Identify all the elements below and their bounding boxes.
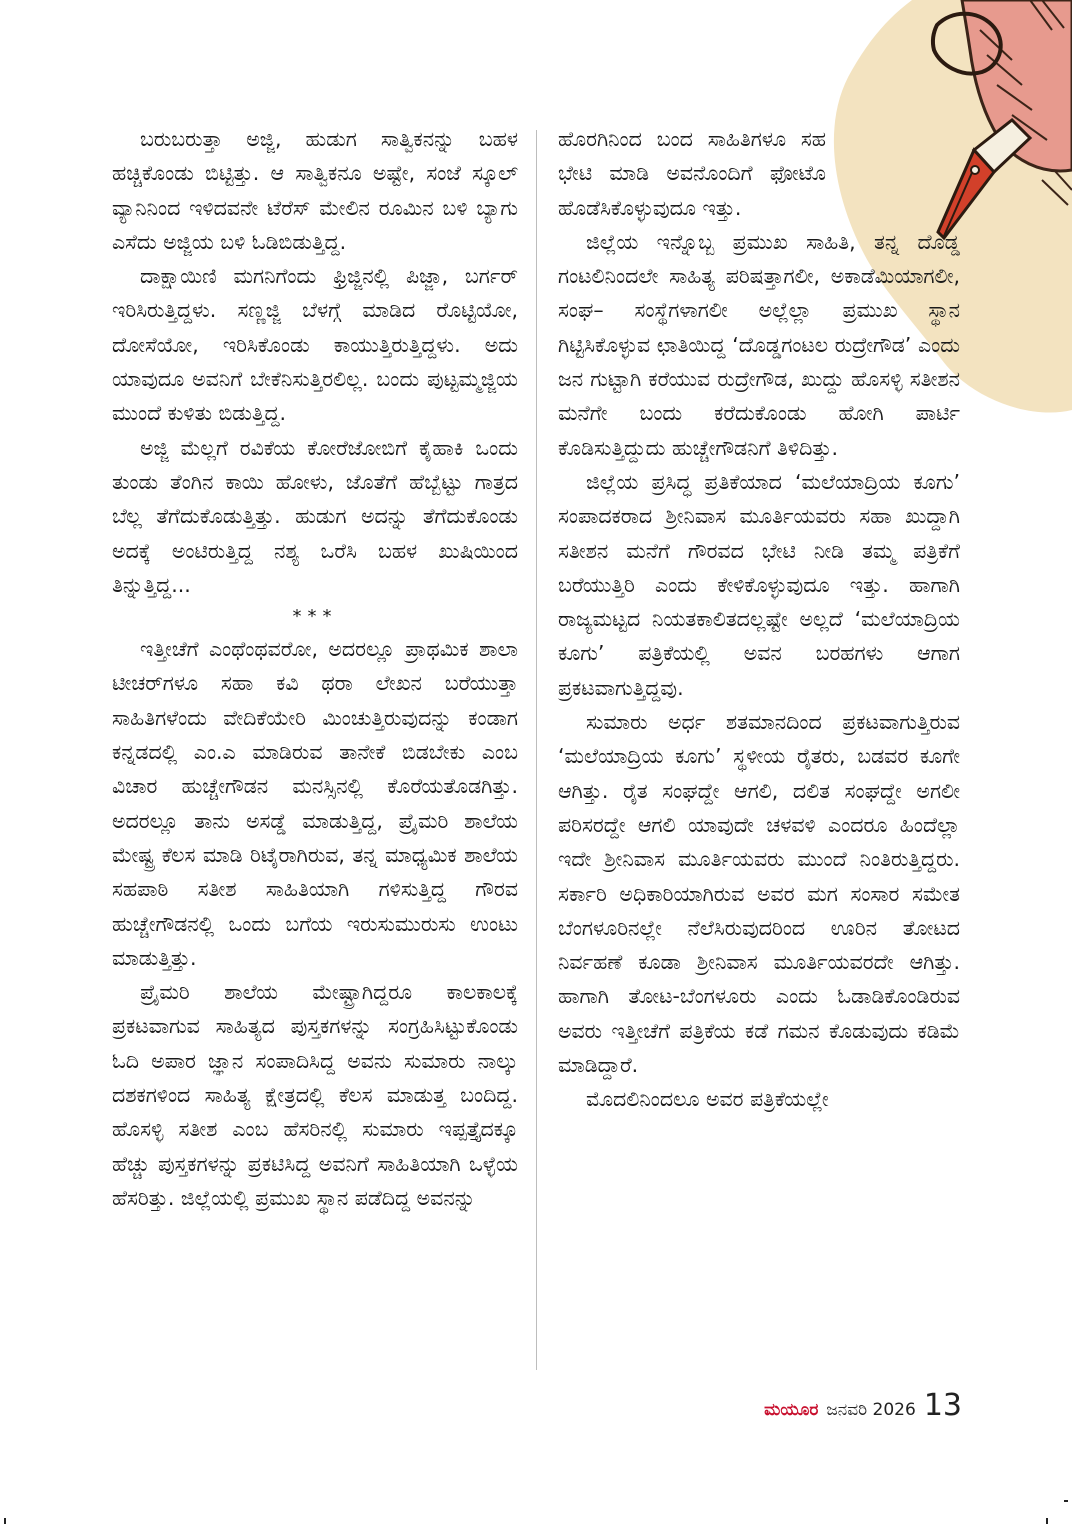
page-footer xyxy=(764,1388,962,1423)
right-paragraph-4: ಮೊದಲಿನಿಂದಲೂ ಅವರ ಪತ್ರಿಕೆಯಲ್ಲೇ xyxy=(586,1087,829,1112)
right-paragraph-3: ಸುಮಾರು ಅರ್ಧ ಶತಮಾನದಿಂದ ಪ್ರಕಟವಾಗುತ್ತಿರುವ ‘ಮಲೆಯಾದ್ರಿಯ ಕೂಗು’ ಸ್ಥಳೀಯ ರೈತರು, ಬಡವರ ಕೂಗೇ ಆಗಿತ್ತು. ರೈತ ಸಂಘದ್ದೇ ಆಗಲಿ, ದಲಿತ ಸಂಘದ್ದೇ ಅಗಲೀ ಪರಿಸರದ್ದೇ ಆಗಲಿ ಯಾವುದೇ ಚಳವಳಿ ಎಂದರೂ ಹಿಂದೆಲ್ಲಾ ಇದೇ ಶ್ರೀನಿವಾಸ ಮೂರ್ತಿಯವರು ಮುಂದೆ ನಿಂತಿರುತ್ತಿದ್ದರು. ಸರ್ಕಾರಿ ಅಧಿಕಾರಿಯಾಗಿರುವ ಅವರ ಮಗ ಸಂಸಾರ ಸಮೇತ ಬೆಂಗಳೂರಿನಲ್ಲೇ ನೆಲೆಸಿರುವುದರಿಂದ ಊರಿನ ತೋಟದ ನಿರ್ವಹಣೆ ಕೂಡಾ ಶ್ರೀನಿವಾಸ ಮೂರ್ತಿಯವರದೇ ಆಗಿತ್ತು. ಹಾಗಾಗಿ ತೋಟ-ಬೆಂಗಳೂರು ಎಂದು ಓಡಾಡಿಕೊಂಡಿರುವ ಅವರು ಇತ್ತೀಚೆಗೆ ಪತ್ರಿಕೆಯ ಕಡೆ ಗಮನ ಕೊಡುವುದು ಕಡಿಮೆ ಮಾಡಿದ್ದಾರೆ. xyxy=(558,710,960,1078)
left-paragraph-3: ಅಜ್ಜಿ ಮೆಲ್ಲಗೆ ರವಿಕೆಯ ಕೋರೆಜೋಬಿಗೆ ಕೈಹಾಕಿ ಒಂದು ತುಂಡು ತೆಂಗಿನ ಕಾಯಿ ಹೋಳು, ಜೊತೆಗೆ ಹೆಬ್ಬೆಟ್ಟು ಗಾತ್ರದ ಬೆಲ್ಲ ತೆಗೆದುಕೊಡುತ್ತಿತ್ತು. ಹುಡುಗ ಅದನ್ನು ತೆಗೆದುಕೊಂಡು ಅದಕ್ಕೆ ಅಂಟಿರುತ್ತಿದ್ದ ನಶ್ಯ ಒರೆಸಿ ಬಹಳ ಖುಷಿಯಿಂದ ತಿನ್ನುತ್ತಿದ್ದ... xyxy=(112,435,518,597)
page-number: 13 xyxy=(923,1388,962,1423)
crop-mark-left xyxy=(4,1518,6,1524)
column-divider xyxy=(536,130,537,1370)
right-lead-paragraph: ಹೊರಗಿನಿಂದ ಬಂದ ಸಾಹಿತಿಗಳೂ ಸಹ ಭೇಟಿ ಮಾಡಿ ಅವನೊಂದಿಗೆ ಫೋಟೊ ಹೊಡೆಸಿಕೊಳ್ಳುವುದೂ ಇತ್ತು. xyxy=(558,127,826,220)
left-paragraph-5: ಪ್ರೈಮರಿ ಶಾಲೆಯ ಮೇಷ್ಟ್ರಾಗಿದ್ದರೂ ಕಾಲಕಾಲಕ್ಕೆ ಪ್ರಕಟವಾಗುವ ಸಾಹಿತ್ಯದ ಪುಸ್ತಕಗಳನ್ನು ಸಂಗ್ರಹಿಸಿಟ್ಟುಕೊಂಡು ಓದಿ ಅಪಾರ ಜ್ಞಾನ ಸಂಪಾದಿಸಿದ್ದ ಅವನು ಸುಮಾರು ನಾಲ್ಕು ದಶಕಗಳಿಂದ ಸಾಹಿತ್ಯ ಕ್ಷೇತ್ರದಲ್ಲಿ ಕೆಲಸ ಮಾಡುತ್ತ ಬಂದಿದ್ದ. ಹೊಸಳ್ಳಿ ಸತೀಶ ಎಂಬ ಹೆಸರಿನಲ್ಲಿ ಸುಮಾರು ಇಪ್ಪತ್ತೈದಕ್ಕೂ ಹೆಚ್ಚು ಪುಸ್ತಕಗಳನ್ನು ಪ್ರಕಟಿಸಿದ್ದ ಅವನಿಗೆ ಸಾಹಿತಿಯಾಗಿ ಒಳ್ಳೆಯ ಹೆಸರಿತ್ತು. ಜಿಲ್ಲೆಯಲ್ಲಿ ಪ್ರಮುಖ ಸ್ಥಾನ ಪಡೆದಿದ್ದ ಅವನನ್ನು xyxy=(112,980,518,1210)
right-paragraph-1: ಜಿಲ್ಲೆಯ ಇನ್ನೊಬ್ಬ ಪ್ರಮುಖ ಸಾಹಿತಿ, ತನ್ನ ದೊಡ್ಡ ಗಂಟಲಿನಿಂದಲೇ ಸಾಹಿತ್ಯ ಪರಿಷತ್ತಾಗಲೀ, ಅಕಾಡೆಮಿಯಾಗಲೀ, ಸಂಘ– ಸಂಸ್ಥೆಗಳಾಗಲೀ ಅಲ್ಲೆಲ್ಲಾ ಪ್ರಮುಖ ಸ್ಥಾನ ಗಿಟ್ಟಿಸಿಕೊಳ್ಳುವ ಛಾತಿಯಿದ್ದ ‘ದೊಡ್ಡಗಂಟಲ ರುದ್ರೇಗೌಡ’ ಎಂದು ಜನ ಗುಟ್ಟಾಗಿ ಕರೆಯುವ ರುದ್ರೇಗೌಡ, ಖುದ್ದು ಹೊಸಳ್ಳಿ ಸತೀಶನ ಮನೆಗೇ ಬಂದು ಕರೆದುಕೊಂಡು ಹೋಗಿ ಪಾರ್ಟಿ ಕೊಡಿಸುತ್ತಿದ್ದುದು ಹುಚ್ಚೇಗೌಡನಿಗೆ ತಿಳಿದಿತ್ತು. xyxy=(558,229,960,460)
crop-mark-right xyxy=(1064,1500,1068,1502)
issue-date: ಜನವರಿ 2026 xyxy=(826,1400,916,1420)
right-paragraph-2: ಜಿಲ್ಲೆಯ ಪ್ರಸಿದ್ಧ ಪ್ರತಿಕೆಯಾದ ‘ಮಲೆಯಾದ್ರಿಯ ಕೂಗು’ ಸಂಪಾದಕರಾದ ಶ್ರೀನಿವಾಸ ಮೂರ್ತಿಯವರು ಸಹಾ ಖುದ್ದಾಗಿ ಸತೀಶನ ಮನೆಗೆ ಗೌರವದ ಭೇಟಿ ನೀಡಿ ತಮ್ಮ ಪತ್ರಿಕೆಗೆ ಬರೆಯುತ್ತಿರಿ ಎಂದು ಕೇಳಿಕೊಳ್ಳುವುದೂ ಇತ್ತು. ಹಾಗಾಗಿ ರಾಜ್ಯಮಟ್ಟದ ನಿಯತಕಾಲಿತದಲ್ಲಷ್ಟೇ ಅಲ್ಲದೆ ‘ಮಲೆಯಾದ್ರಿಯ ಕೂಗು’ ಪತ್ರಿಕೆಯಲ್ಲಿ ಅವನ ಬರಹಗಳು ಆಗಾಗ ಪ್ರಕಟವಾಗುತ್ತಿದ್ದವು. xyxy=(558,469,960,700)
left-paragraph-2: ದಾಕ್ಷಾಯಿಣಿ ಮಗನಿಗೆಂದು ಫ್ರಿಜ್ಜಿನಲ್ಲಿ ಪಿಜ್ಜಾ, ಬರ್ಗರ್ ಇರಿಸಿರುತ್ತಿದ್ದಳು. ಸಣ್ಣಜ್ಜಿ ಬೆಳಗ್ಗೆ ಮಾಡಿದ ರೊಟ್ಟಿಯೋ, ದೋಸೆಯೋ, ಇರಿಸಿಕೊಂಡು ಕಾಯುತ್ತಿರುತ್ತಿದ್ದಳು. ಅದು ಯಾವುದೂ ಅವನಿಗೆ ಬೇಕೆನಿಸುತ್ತಿರಲಿಲ್ಲ. ಬಂದು ಪುಟ್ಟಮ್ಮಜ್ಜಿಯ ಮುಂದೆ ಕುಳಿತು ಬಿಡುತ್ತಿದ್ದ. xyxy=(112,264,518,426)
crop-mark-bottom-right xyxy=(1046,1518,1048,1524)
nib-hole xyxy=(971,166,979,174)
left-column xyxy=(112,122,518,1215)
left-paragraph-1: ಬರುಬರುತ್ತಾ ಅಜ್ಜಿ, ಹುಡುಗ ಸಾತ್ವಿಕನನ್ನು ಬಹಳ ಹಚ್ಚಿಕೊಂಡು ಬಿಟ್ಟಿತ್ತು. ಆ ಸಾತ್ವಿಕನೂ ಅಷ್ಟೇ, ಸಂಜೆ ಸ್ಕೂಲ್ ವ್ಯಾನಿನಿಂದ ಇಳಿದವನೇ ಟೆರೆಸ್ ಮೇಲಿನ ರೂಮಿನ ಬಳಿ ಬ್ಯಾಗು ಎಸೆದು ಅಜ್ಜಿಯ ಬಳಿ ಓಡಿಬಿಡುತ್ತಿದ್ದ. xyxy=(112,127,518,254)
section-separator: *** xyxy=(292,606,338,628)
right-column xyxy=(558,122,960,1117)
left-paragraph-4: ಇತ್ತೀಚೆಗೆ ಎಂಥೆಂಥವರೋ, ಅದರಲ್ಲೂ ಪ್ರಾಥಮಿಕ ಶಾಲಾ ಟೀಚರ್‌ಗಳೂ ಸಹಾ ಕವಿ ಥರಾ ಲೇಖನ ಬರೆಯುತ್ತಾ ಸಾಹಿತಿಗಳೆಂದು ವೇದಿಕೆಯೇರಿ ಮಿಂಚುತ್ತಿರುವುದನ್ನು ಕಂಡಾಗ ಕನ್ನಡದಲ್ಲಿ ಎಂ.ಎ ಮಾಡಿರುವ ತಾನೇಕೆ ಬಿಡಬೇಕು ಎಂಬ ವಿಚಾರ ಹುಚ್ಚೇಗೌಡನ ಮನಸ್ಸಿನಲ್ಲಿ ಕೊರೆಯತೊಡಗಿತ್ತು. ಅದರಲ್ಲೂ ತಾನು ಅಸಡ್ಡೆ ಮಾಡುತ್ತಿದ್ದ, ಪ್ರೈಮರಿ ಶಾಲೆಯ ಮೇಷ್ಟ್ರ ಕೆಲಸ ಮಾಡಿ ರಿಟೈರಾಗಿರುವ, ತನ್ನ ಮಾಧ್ಯಮಿಕ ಶಾಲೆಯ ಸಹಪಾಠಿ ಸತೀಶ ಸಾಹಿತಿಯಾಗಿ ಗಳಿಸುತ್ತಿದ್ದ ಗೌರವ ಹುಚ್ಚೇಗೌಡನಲ್ಲಿ ಒಂದು ಬಗೆಯ ಇರುಸುಮುರುಸು ಉಂಟು ಮಾಡುತ್ತಿತ್ತು. xyxy=(112,637,518,970)
magazine-brand: ಮಯೂರ xyxy=(764,1400,819,1420)
